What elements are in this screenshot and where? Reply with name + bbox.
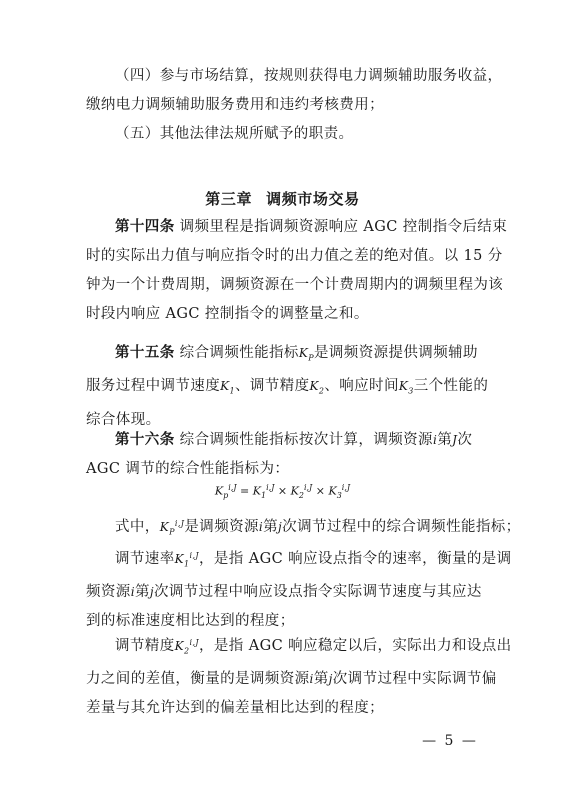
article-15-text-2d: 三个性能的 (413, 378, 489, 395)
symbol-k1-ij: $K_1^{i,J}$ (174, 551, 199, 569)
article-15-line-2 (86, 372, 489, 405)
page-number: — 5 — (422, 733, 478, 749)
definition-k2-line-3: 差量与其允许达到的偏差量相比达到的程度； (86, 700, 384, 717)
symbol-k1: $K_1$ (220, 379, 235, 396)
article-14-line-1 (86, 212, 508, 242)
symbol-j: J (452, 433, 458, 447)
definition-k1-line-2: 频资源i第j次调节过程中响应设点指令实际调节速度与其应达 (86, 584, 482, 601)
definition-k2-line-2: 力之间的差值，衡量的是调频资源i第j次调节过程中实际调节偏 (86, 671, 497, 688)
article-14-text-1: 调频里程是指调频资源响应 AGC 控制指令后结束 (179, 219, 508, 235)
definition-kp-line-1: 式中，$K_P^{i,J}$是调频资源i第j次调节过程中的综合调频性能指标； (115, 519, 521, 537)
article-15-text-1b: 是调频资源提供调频辅助 (314, 345, 478, 361)
clause-4-line-1: （四）参与市场结算，按规则获得电力调频辅助服务收益， (115, 68, 503, 84)
article-15-line-3: 综合体现。 (86, 411, 161, 428)
clause-5 (86, 120, 482, 149)
symbol-k3: $K_3$ (398, 379, 414, 396)
article-15-text-2b: 、调节精度 (234, 378, 310, 395)
article-15-label: 第十五条 (115, 344, 175, 361)
definition-k1-line-3: 到的标准速度相比达到的程度； (86, 613, 295, 630)
chapter-title: 调频市场交易 (266, 190, 360, 208)
article-16-line-1 (86, 425, 482, 455)
article-16-text-1c: 次 (457, 432, 473, 448)
article-16-line-2: AGC 调节的综合性能指标为： (86, 461, 290, 477)
article-15-text-1a: 综合调频性能指标 (179, 345, 299, 361)
article-14-line-3: 钟为一个计费周期，调频资源在一个计费周期内的调频里程为该 (86, 277, 504, 293)
symbol-k2-ij: $K_2^{i,J}$ (174, 638, 199, 656)
symbol-kp-ij: $K_P^{i,J}$ (159, 519, 185, 537)
definition-k1 (86, 541, 512, 636)
symbol-i: i (432, 433, 438, 447)
chapter-number: 第三章 (205, 190, 253, 208)
article-16-text-1b: 第 (437, 432, 453, 448)
definition-k2 (86, 628, 512, 723)
article-16 (86, 425, 482, 484)
clause-4-line-2: 缴纳电力调频辅助服务费用和违约考核费用； (86, 97, 384, 113)
article-14-line-4: 时段内响应 AGC 控制指令的调整量之和。 (86, 306, 369, 322)
article-15 (86, 338, 489, 435)
symbol-kp: $K_P$ (298, 346, 314, 363)
chapter-heading (0, 188, 565, 209)
article-14 (86, 212, 508, 329)
symbol-k2: $K_2$ (309, 379, 325, 396)
article-15-text-2a: 服务过程中调节速度 (86, 378, 221, 395)
article-16-label: 第十六条 (115, 431, 175, 448)
clause-4 (86, 62, 503, 120)
definition-k1-line-1: 调节速率$K_1^{i,J}$，是指 AGC 响应设点指令的速率，衡量的是调 (115, 551, 512, 569)
article-14-label: 第十四条 (115, 218, 175, 235)
definition-k2-line-1: 调节精度$K_2^{i,J}$，是指 AGC 响应稳定以后，实际出力和设点出 (115, 638, 512, 656)
article-15-line-1 (86, 338, 482, 372)
performance-formula: $K_p^{i,J} = K_1^{i,J} \times K_2^{i,J} \times K_3^{i,J}$ (214, 483, 351, 500)
clause-5-line-1: （五）其他法律法规所赋予的职责。 (115, 126, 354, 142)
article-14-line-2: 时的实际出力值与响应指令时的出力值之差的绝对值。以 15 分 (86, 248, 503, 264)
article-15-text-2c: 、响应时间 (324, 378, 399, 395)
article-16-text-1a: 综合调频性能指标按次计算，调频资源 (179, 432, 433, 448)
